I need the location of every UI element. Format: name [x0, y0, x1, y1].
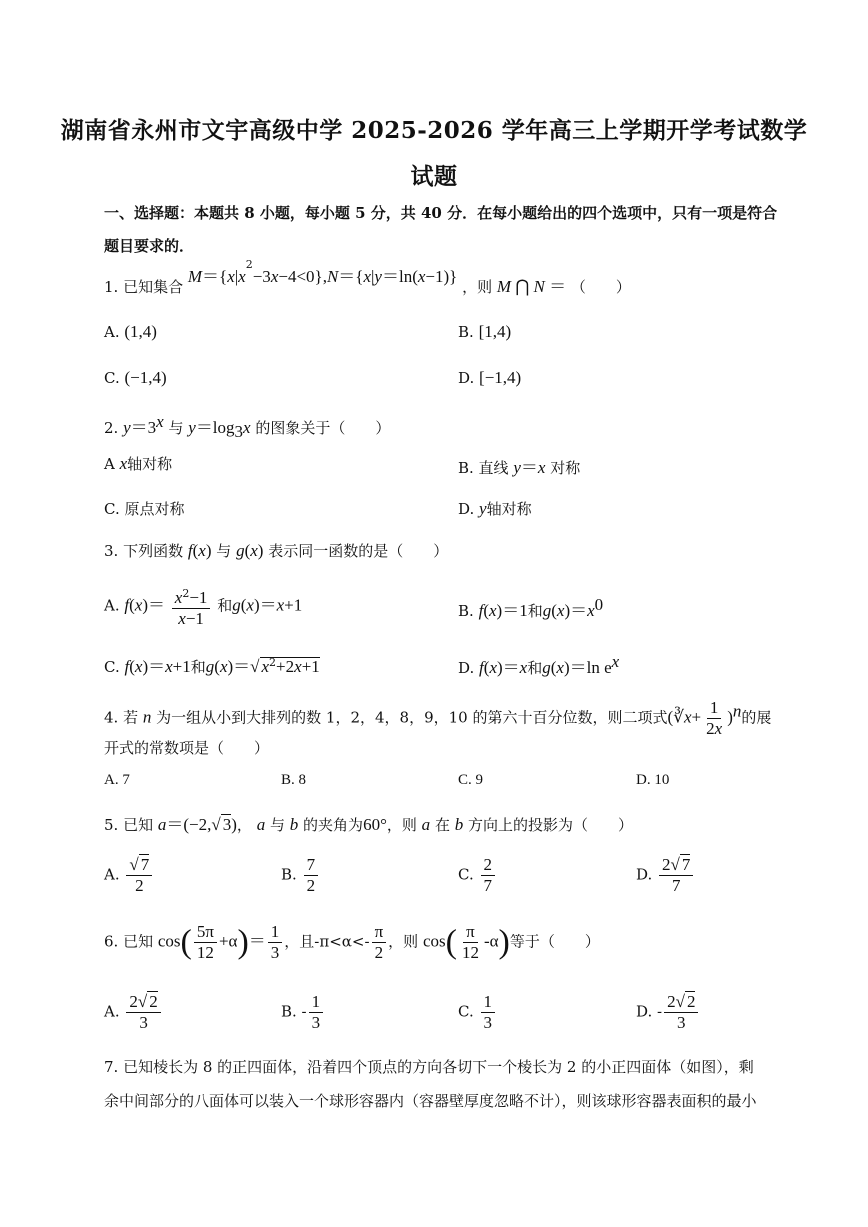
- q1-option-c[interactable]: C. (−1,4): [104, 368, 167, 387]
- q6-option-d[interactable]: D. - $\frac{2√ 2}{3}$: [636, 992, 700, 1033]
- q2-option-d[interactable]: D. y轴对称: [458, 499, 532, 518]
- q1-option-a[interactable]: A. (1,4): [104, 322, 157, 341]
- section-header: 一、选择题：本题共 8 小题，每小题 5 分，共 40 分．在每小题给出的四个选项中，只有一项是符合: [104, 204, 778, 222]
- question-5: 5. 已知 a＝(−2,√ 3)， a 与 b 的夹角为60°，则 a 在 b 方向上的投影为（ ）: [104, 815, 634, 834]
- page-title-line2: 试题: [410, 163, 458, 190]
- q4-option-c[interactable]: C. 9: [458, 772, 484, 788]
- q6-option-c[interactable]: C. $\frac{1}{3}$: [458, 992, 497, 1033]
- q2-option-b[interactable]: B. 直线 y＝x 对称: [458, 458, 581, 477]
- q1-option-b[interactable]: B. [1,4): [458, 322, 512, 341]
- question-1: 1. 已知集合 $M=\{x|x^2-3x-4<0\},N=\{x|y=\ln(x-1)\}$ ，则 M ⋂ N ＝ （ ）: [104, 258, 631, 296]
- q3-option-d[interactable]: D. f(x)＝x和g(x)＝ln $e^x$: [458, 652, 620, 677]
- question-3: 3. 下列函数 f(x) 与 g(x) 表示同一函数的是（ ）: [104, 541, 449, 560]
- q5-option-d[interactable]: D. $\frac{2√ 7}{7}$: [636, 855, 695, 896]
- question-4-line2: 开式的常数项是（ ）: [104, 739, 270, 757]
- q1-mid: ，则: [462, 278, 493, 296]
- q4-option-d[interactable]: D. 10: [636, 772, 670, 788]
- q2-option-c[interactable]: C. 原点对称: [104, 500, 185, 518]
- q2-option-a[interactable]: A x轴对称: [104, 454, 173, 473]
- q4-option-a[interactable]: A. 7: [104, 772, 130, 788]
- q5-option-b[interactable]: B. $\frac{7}{2}$: [281, 855, 320, 896]
- q6-option-b[interactable]: B. - $\frac{1}{3}$: [281, 992, 325, 1033]
- q1-number: 1. 已知集合: [104, 278, 184, 296]
- question-2: 2. $y=3^x$ 与 $y=\log_3x$ 的图象关于（ ）: [104, 412, 391, 441]
- question-7: 7. 已知棱长为 8 的正四面体，沿着四个顶点的方向各切下一个棱长为 2 的小正四面体（如图），剩: [104, 1058, 754, 1076]
- question-6: 6. 已知 cos( $\frac{5\pi}{12}$ +α)＝ $\frac{1}{3}$ ，且-π<α<- $\frac{\pi}{2}$ ，则 cos( $\frac{\pi}{12}$ -α)等于（ ）: [104, 922, 600, 962]
- q6-option-a[interactable]: A. $\frac{2√ 2}{3}$: [104, 992, 163, 1033]
- q5-option-a[interactable]: A. $\frac{√ 7}{2}$: [104, 855, 154, 896]
- q3-option-a[interactable]: A. f(x)＝ $\frac{x^2-1}{x-1}$ 和g(x)＝x+1: [104, 584, 302, 629]
- q1-tail: （ ）: [570, 278, 631, 296]
- q5-option-c[interactable]: C. $\frac{2}{7}$: [458, 855, 497, 896]
- q3-option-b[interactable]: B. f(x)＝1和$g(x)=x^0$: [458, 595, 604, 620]
- question-7-line2: 余中间部分的八面体可以装入一个球形容器内（容器壁厚度忽略不计），则该球形容器表面积的最小: [104, 1092, 757, 1110]
- q1-intersection: M: [496, 277, 512, 296]
- q1-set-m: M: [187, 267, 203, 286]
- section-header-line2: 题目要求的．: [104, 237, 195, 255]
- q4-option-b[interactable]: B. 8: [281, 772, 307, 788]
- q3-option-c[interactable]: C. f(x)＝x+1和g(x)＝√ $x^2+2x+1$: [104, 656, 320, 676]
- page-title: 湖南省永州市文宇高级中学 2025-2026 学年高三上学期开学考试数学: [60, 117, 808, 144]
- question-4: 4. 若 n 为一组从小到大排列的数 1，2，4，8，9，10 的第六十百分位数，则二项式(∛x+ $\frac{1}{2x}$ )$^n$的展: [104, 698, 772, 738]
- q1-option-d[interactable]: D. [−1,4): [458, 368, 522, 387]
